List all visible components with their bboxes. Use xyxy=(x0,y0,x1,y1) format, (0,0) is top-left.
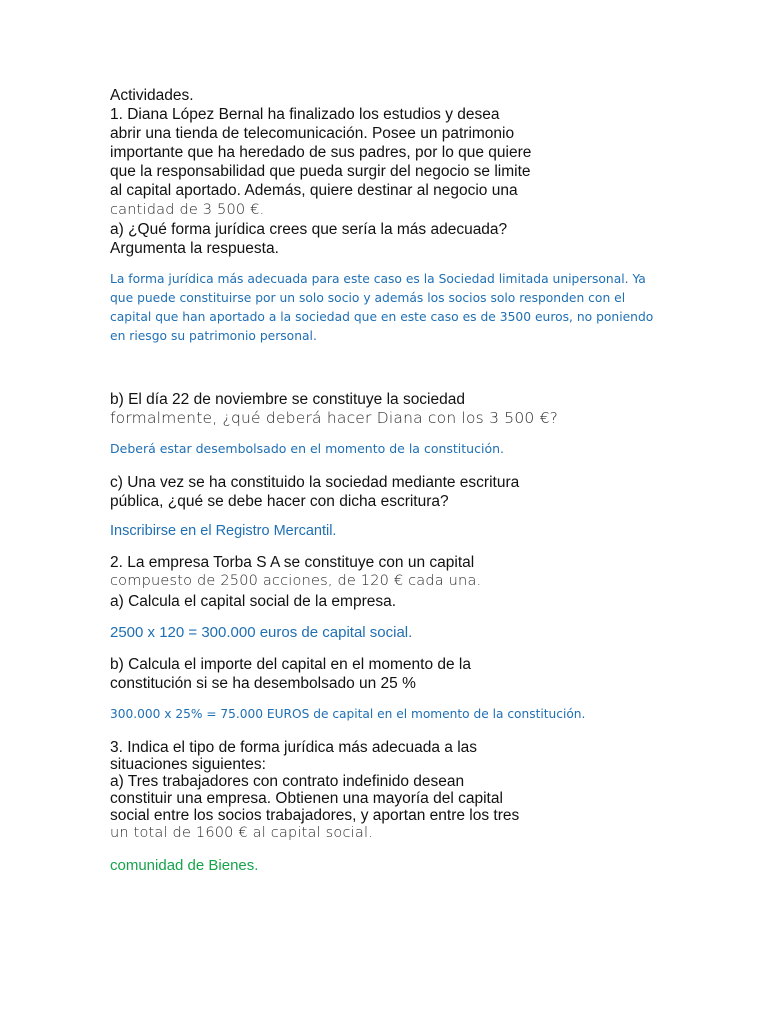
q1-question-c: pública, ¿qué se debe hacer con dicha escritura? xyxy=(110,493,449,510)
q3-line: situaciones siguientes: xyxy=(110,756,266,773)
q1-answer-a-line: que puede constituirse por un solo socio y además los socios solo responden con el xyxy=(110,291,626,305)
q1-answer-a-line: La forma jurídica más adecuada para este caso es la Sociedad limitada unipersonal. Ya xyxy=(110,272,646,286)
q1-answer-b: Deberá estar desembolsado en el momento de la constitución. xyxy=(110,441,504,456)
q2-question-a: a) Calcula el capital social de la empresa. xyxy=(110,593,397,610)
q3-answer-a: comunidad de Bienes. xyxy=(110,857,259,874)
q1-answer-a-line: capital que han aportado a la sociedad que en este caso es de 3500 euros, no poniendo xyxy=(110,310,654,324)
q1-question-c: c) Una vez se ha constituido la sociedad mediante escritura xyxy=(110,474,520,491)
q1-line: cantidad de 3 500 €. xyxy=(110,202,265,218)
q1-question-b: b) El día 22 de noviembre se constituye la sociedad xyxy=(110,391,465,408)
q1-line: que la responsabilidad que pueda surgir del negocio se limite xyxy=(110,163,531,180)
q1-answer-c: Inscribirse en el Registro Mercantil. xyxy=(110,523,337,539)
page-title: Actividades. xyxy=(110,87,194,104)
q2-answer-b: 300.000 x 25% = 75.000 EUROS de capital en el momento de la constitución. xyxy=(110,707,586,721)
q3-question-a: social entre los socios trabajadores, y aportan entre los tres xyxy=(110,807,520,824)
q1-question-a: Argumenta la respuesta. xyxy=(110,240,279,257)
q2-question-b: b) Calcula el importe del capital en el momento de la xyxy=(110,656,471,673)
q3-question-a: constituir una empresa. Obtienen una mayoría del capital xyxy=(110,790,503,807)
q2-line: compuesto de 2500 acciones, de 120 € cada una. xyxy=(110,573,482,589)
q3-question-a: a) Tres trabajadores con contrato indefinido desean xyxy=(110,773,465,790)
q3-line: 3. Indica el tipo de forma jurídica más adecuada a las xyxy=(110,739,478,756)
q1-line: 1. Diana López Bernal ha finalizado los estudios y desea xyxy=(110,106,500,123)
q1-line: al capital aportado. Además, quiere destinar al negocio una xyxy=(110,182,518,199)
q1-question-b: formalmente, ¿qué deberá hacer Diana con los 3 500 €? xyxy=(110,409,559,427)
q2-line: 2. La empresa Torba S A se constituye con un capital xyxy=(110,554,475,571)
q1-question-a: a) ¿Qué forma jurídica crees que sería la más adecuada? xyxy=(110,221,508,238)
q1-answer-a-line: en riesgo su patrimonio personal. xyxy=(110,329,317,343)
q2-question-b: constitución si se ha desembolsado un 25 % xyxy=(110,675,416,692)
q1-line: importante que ha heredado de sus padres, por lo que quiere xyxy=(110,144,532,161)
q2-answer-a: 2500 x 120 = 300.000 euros de capital social. xyxy=(110,624,413,641)
q3-question-a: un total de 1600 € al capital social. xyxy=(110,825,374,841)
q1-line: abrir una tienda de telecomunicación. Posee un patrimonio xyxy=(110,125,515,142)
